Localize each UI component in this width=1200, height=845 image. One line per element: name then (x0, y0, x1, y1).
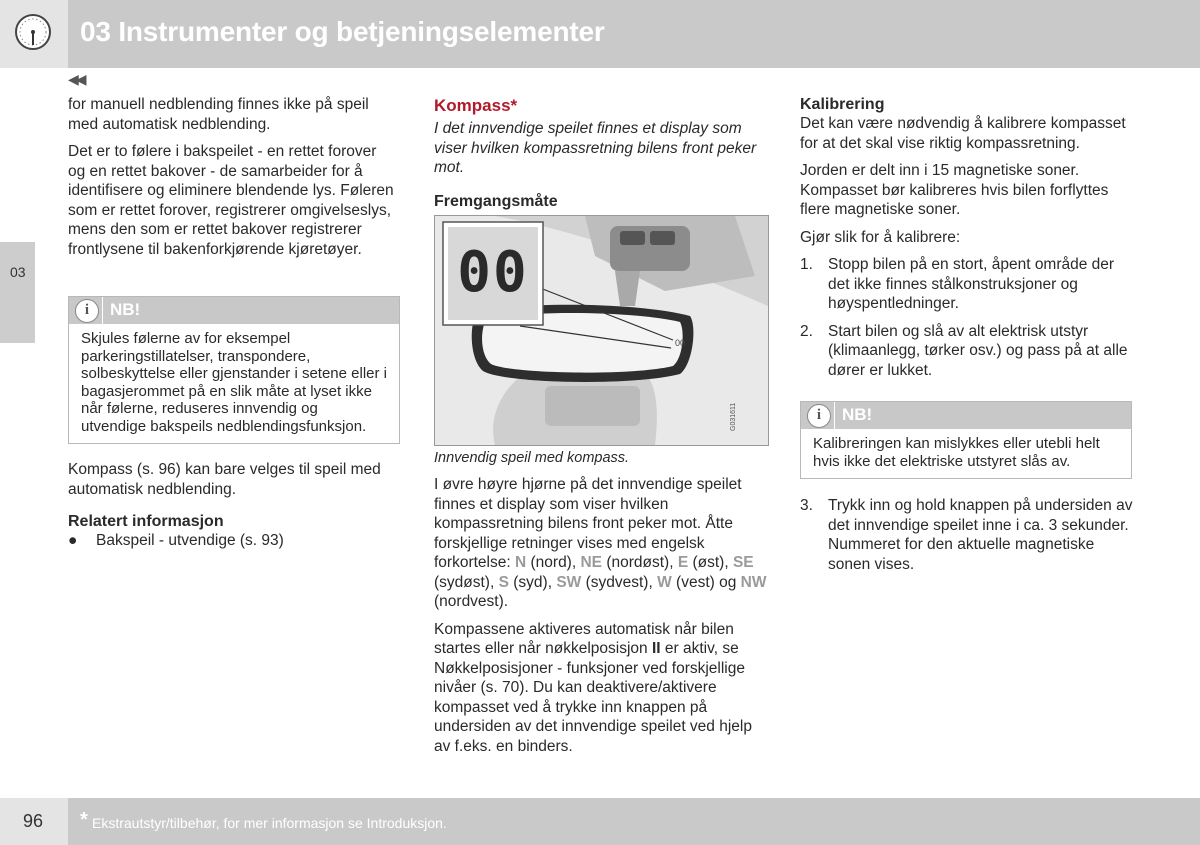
note-header (801, 402, 1131, 429)
step-text: Stopp bilen på en stort, åpent område der det ikke finnes stålkonstruksjoner og høyspentledninger. (828, 256, 1115, 312)
direction-abbr: NW (740, 573, 767, 591)
direction-abbr: SW (556, 573, 582, 591)
paragraph: Det kan være nødvendig å kalibrere kompasset for at det skal vise riktig kompassretning. (800, 115, 1126, 152)
list-item (800, 322, 1134, 381)
divider (102, 297, 103, 324)
paragraph: for manuell nedblending finnes ikke på speil med automatisk nedblending. (68, 96, 369, 133)
paragraph: Kompass (s. 96) kan bare velges til speil med automatisk nedblending. (68, 461, 381, 498)
chapter-tab[interactable] (0, 242, 35, 343)
section-heading: Kalibrering (800, 96, 885, 113)
chapter-tab-label: 03 (10, 264, 26, 280)
column-2 (434, 95, 768, 211)
list-item (800, 496, 1134, 574)
compass-display: 00 (457, 240, 529, 305)
step-number: 1. (800, 256, 813, 273)
direction-name: (nord), (530, 554, 577, 571)
key-position: II (651, 640, 661, 657)
paragraph: Det er to følere i bakspeilet - en rettet forover og en rettet bakover - de samarbeider for å identifisere og eliminere blendende lys. Føleren som er rettet forover, registrerer omgivelseslys, mens den som er rettet bakover registrerer frontlysene til bakenforkjørende kjøretøyer. (68, 143, 394, 258)
gauge-icon (14, 13, 52, 51)
note-header (69, 297, 399, 324)
column-2-lower (434, 475, 768, 764)
figure-caption: Innvendig speil med kompass. (434, 450, 630, 466)
direction-name: (sydvest), (585, 573, 653, 591)
step-text: Start bilen og slå av alt elektrisk utstyr (klimaanlegg, tørker osv.) og pass på at alle dører er lukket. (828, 322, 1128, 379)
back-link[interactable]: ◀◀ (68, 71, 84, 87)
header-icon-box (0, 0, 68, 68)
related-heading: Relatert informasjon (68, 513, 224, 530)
direction-abbr: NE (580, 554, 603, 571)
note-text: Kalibreringen kan mislykkes eller utebli helt hvis ikke det elektriske utstyret slås av. (813, 435, 1100, 470)
list-item[interactable] (68, 531, 396, 551)
direction-abbr: SE (732, 554, 754, 571)
direction-abbr: E (677, 554, 689, 571)
mirror-illustration (434, 215, 769, 446)
paragraph-text: I øvre høyre hjørne på det innvendige speilet finnes et display som viser hvilken kompassretning bilens front peker mot. Åtte forskjellige retninger vises med engelsk forkortelse: (434, 476, 742, 571)
direction-name: (syd), (513, 573, 552, 591)
page-number: 96 (23, 811, 44, 831)
paragraph-text: Kompassene aktiveres automatisk når bilen startes eller når nøkkelposisjon (434, 620, 734, 657)
footer-bar (68, 798, 1200, 845)
note-box (800, 401, 1132, 479)
footer-note: Ekstrautstyr/tilbehør, for mer informasjon se Introduksjon. (92, 815, 447, 831)
figure-code: G031611 (730, 402, 737, 431)
paragraph: Gjør slik for å kalibrere: (800, 228, 961, 246)
column-1-lower (68, 460, 396, 551)
info-icon: i (75, 299, 99, 323)
paragraph (434, 475, 768, 612)
info-icon: i (807, 404, 831, 428)
divider (834, 402, 835, 429)
section-heading: Kompass* (434, 96, 518, 115)
note-label: NB! (842, 405, 873, 424)
paragraph (434, 620, 768, 757)
subheading: Fremgangsmåte (434, 192, 558, 210)
direction-name: (øst), (692, 554, 729, 571)
page-title: 03 Instrumenter og betjeningselementer (80, 16, 605, 47)
direction-abbr: N (514, 554, 527, 571)
column-3 (800, 95, 1134, 388)
paragraph-text: er aktiv, se Nøkkelposisjoner - funksjoner ved forskjellige nivåer (s. 70). Du kan deaktivere/aktivere kompasset ved å trykke inn knappen på undersiden av det innvendige speilet ved hjelp av f.eks. en binders. (434, 640, 752, 755)
direction-name: (vest) og (676, 573, 737, 591)
note-label: NB! (110, 300, 141, 319)
direction-abbr: W (657, 573, 672, 591)
bullet: ● (68, 532, 78, 549)
page-number-box (0, 798, 68, 845)
direction-name: (nordvest). (434, 593, 509, 610)
step-number: 2. (800, 322, 813, 340)
list-item (800, 255, 1134, 314)
direction-name: (nordøst), (606, 554, 674, 571)
column-3-lower (800, 496, 1134, 582)
direction-name: (sydøst), (434, 573, 495, 591)
step-number: 3. (800, 497, 813, 514)
asterisk: * (80, 809, 88, 831)
note-box (68, 296, 400, 444)
direction-abbr: S (498, 573, 509, 591)
intro-text: I det innvendige speilet finnes et display som viser hvilken kompassretning bilens front peker mot. (434, 120, 757, 176)
column-1 (68, 95, 396, 267)
paragraph: Jorden er delt inn i 15 magnetiske soner. Kompasset bør kalibreres hvis bilen forflyttes flere magnetiske soner. (800, 162, 1109, 218)
related-link[interactable]: Bakspeil - utvendige (s. 93) (96, 532, 284, 549)
note-text: Skjules følerne av for eksempel parkeringstillatelser, transpondere, solbeskyttelse eller gjenstander i setene eller i bagasjerommet på en slik måte at lyset ikke når følerne, reduseres innvendig og utvendige bakspeils nedblendingsfunksjon. (81, 330, 387, 435)
svg-text:00: 00 (675, 338, 686, 348)
page-header (0, 0, 1200, 68)
step-text: Trykk inn og hold knappen på undersiden av det innvendige speilet inne i ca. 3 sekunder. Nummeret for den aktuelle magnetiske sonen vises. (828, 497, 1133, 573)
